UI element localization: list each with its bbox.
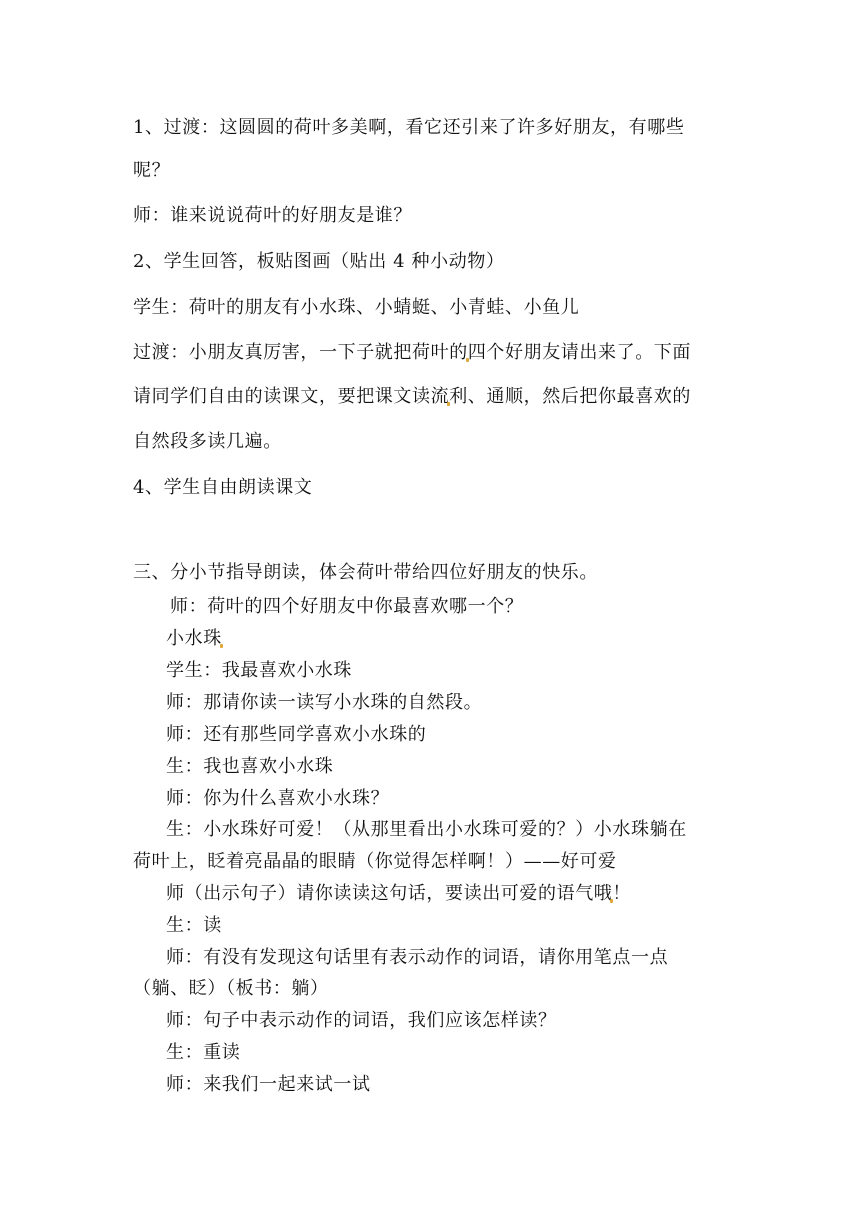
paragraph-line: 自然段多读几遍。 [133, 431, 282, 452]
dialogue-line: 生：读 [166, 915, 222, 936]
dialogue-line: 师：句子中表示动作的词语，我们应该怎样读？ [166, 1010, 557, 1031]
dialogue-line: 生：小水珠好可爱！（从那里看出小水珠可爱的？）小水珠躺在 [166, 819, 687, 840]
section-heading: 三、分小节指导朗读，体会荷叶带给四位好朋友的快乐。 [133, 562, 598, 583]
dialogue-line: 师：你为什么喜欢小水珠？ [166, 788, 390, 809]
paragraph-line: 2、学生回答，板贴图画（贴出 4 种小动物） [133, 251, 505, 272]
dialogue-line: 生：我也喜欢小水珠 [166, 756, 334, 777]
dialogue-line: 师：那请你读一读写小水珠的自然段。 [166, 692, 483, 713]
text-segment: 请同学们自由的读课文，要把课文读流 [133, 386, 450, 407]
text-segment: 四个好朋友请出来了。下面 [467, 342, 692, 363]
text-segment: 小水珠 [166, 628, 222, 649]
text-segment: 师（出示句子）请你读读这句话，要读出可爱的语气哦 [166, 883, 613, 904]
paragraph-line: 呢？ [133, 160, 171, 181]
dialogue-line [166, 883, 631, 905]
text-segment: 过渡：小朋友真厉害，一下子就把荷叶的 [133, 342, 468, 363]
dialogue-line: 师：还有那些同学喜欢小水珠的 [166, 724, 427, 745]
paragraph-line: 学生：荷叶的朋友有小水珠、小蜻蜓、小青蛙、小鱼儿 [133, 297, 580, 318]
text-segment: 利、通顺，然后把你最喜欢的 [449, 386, 692, 407]
paragraph-line [133, 342, 691, 364]
paragraph-line: 4、学生自由朗读课文 [133, 477, 313, 498]
paragraph-line: 师：谁来说说荷叶的好朋友是谁？ [133, 205, 412, 226]
dialogue-line: 荷叶上，眨着亮晶晶的眼睛（你觉得怎样啊！）——好可爱 [133, 851, 617, 872]
dialogue-line: 学生：我最喜欢小水珠 [166, 660, 352, 681]
subheading [166, 628, 222, 650]
text-segment: ！ [612, 883, 632, 904]
dialogue-line: 生：重读 [166, 1042, 241, 1063]
paragraph-line [133, 386, 691, 408]
dialogue-line: 师：荷叶的四个好朋友中你最喜欢哪一个？ [170, 596, 524, 617]
dialogue-line: 师：有没有发现这句话里有表示动作的词语，请你用笔点一点 [166, 947, 669, 968]
dialogue-line: （躺、眨）（板书：躺） [133, 978, 329, 999]
paragraph-line: 1、过渡：这圆圆的荷叶多美啊，看它还引来了许多好朋友，有哪些 [133, 117, 685, 138]
dialogue-line: 师：来我们一起来试一试 [166, 1074, 371, 1095]
